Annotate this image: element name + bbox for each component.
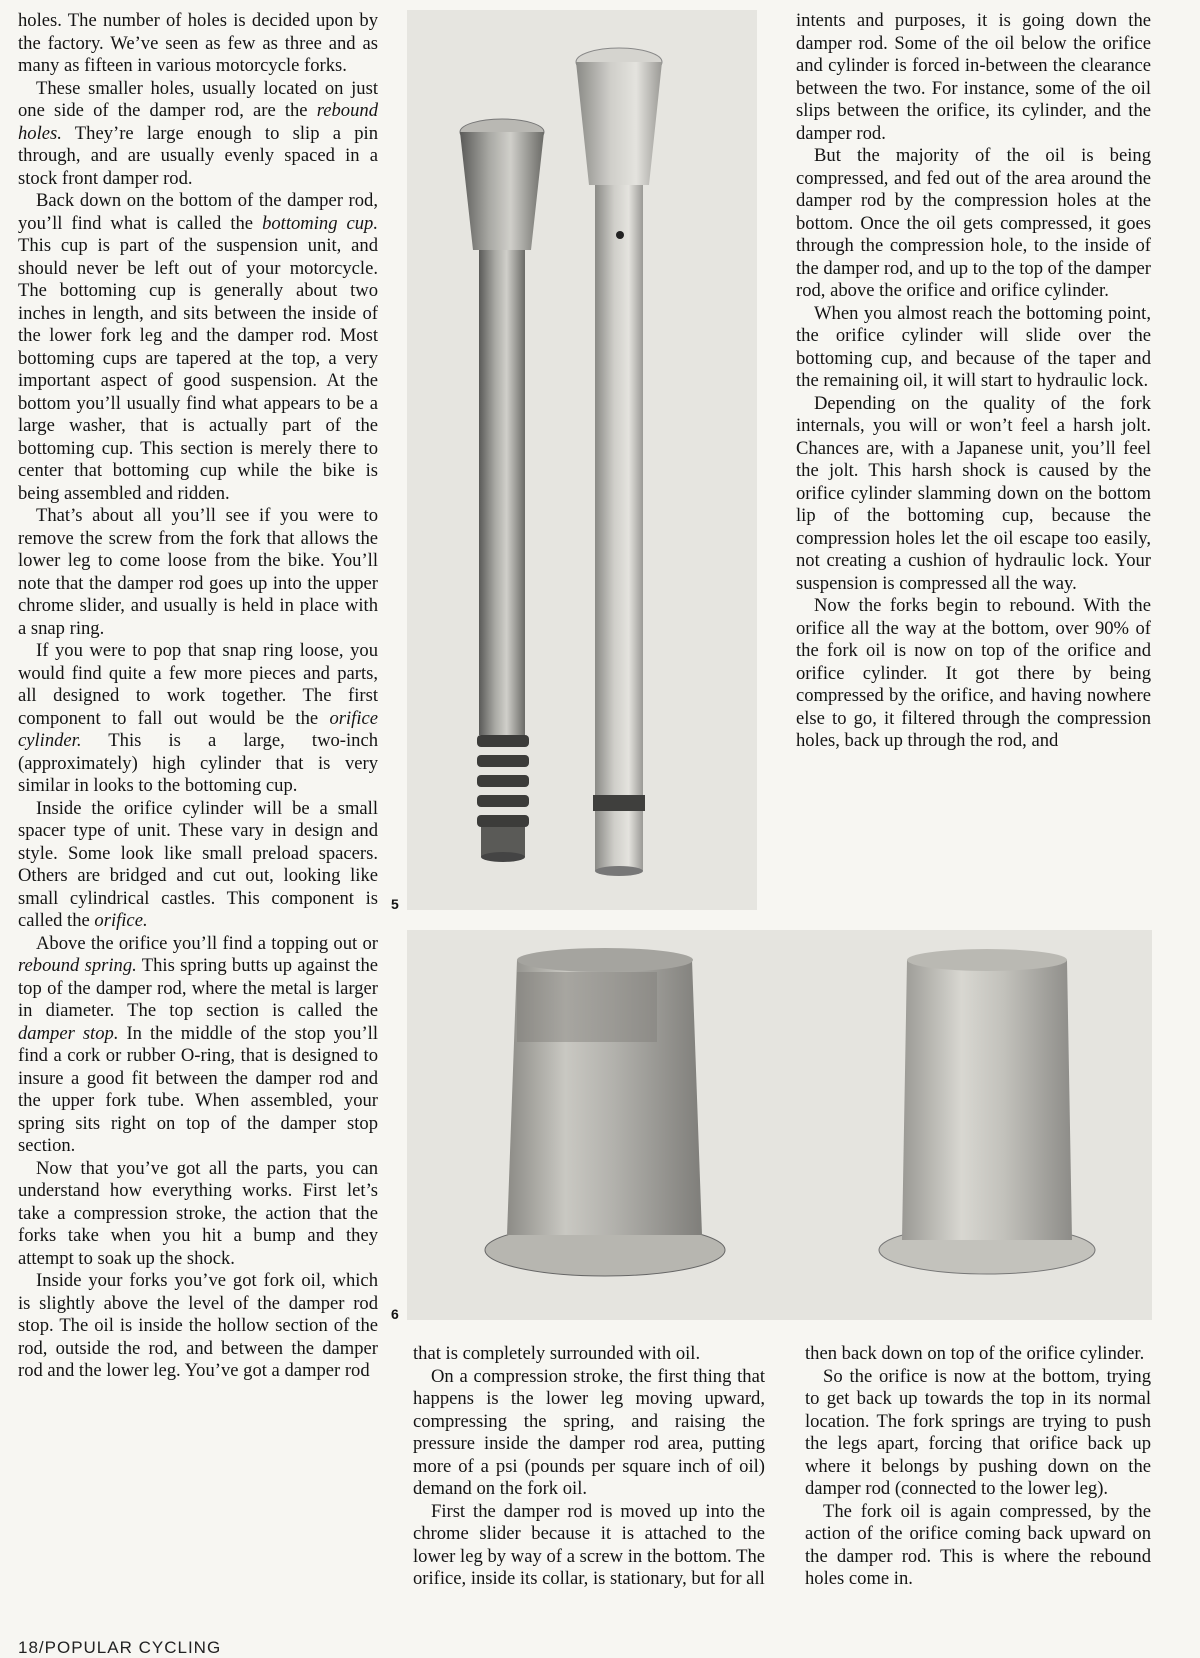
text-run: If you were to pop that snap ring loose, you would find quite a few more pieces and parts, all designed to work together. The first component to fall out would be the [18,640,378,729]
paragraph [18,505,378,640]
paragraph [796,595,1151,753]
paragraph [796,303,1151,393]
paragraph [18,1270,378,1383]
text-run: intents and purposes, it is going down the damper rod. Some of the oil below the orifice and cylinder is forced in-between the clearance between the two. For instance, some of the oil slips between the orifice, its cylinder, and the damper rod. [796,10,1151,144]
page-footer: 18/POPULAR CYCLING [18,1638,222,1657]
text-run: This is a large, two-inch (approximately) high cylinder that is very similar in looks to the bottoming cup. [18,730,378,796]
text-run: holes. The number of holes is decided upon by the factory. We’ve seen as few as three and as many as fifteen in various motorcycle forks. [18,10,378,76]
italic-term: rebound spring. [18,955,137,976]
paragraph [18,1158,378,1271]
text-run: That’s about all you’ll see if you were to remove the screw from the fork that allows the lower leg to come loose from the bike. You’ll note that the damper rod goes up into the upper chrome slider, and usually is held in place with a snap ring. [18,505,378,639]
paragraph [805,1343,1151,1366]
text-run: They’re large enough to slip a pin through, and are usually evenly spaced in a stock front damper rod. [18,122,378,189]
paragraph [805,1501,1151,1591]
paragraph [18,798,378,933]
paragraph [18,640,378,798]
paragraph [413,1366,765,1501]
article-column-middle-bottom [413,1343,765,1591]
text-run: Inside the orifice cylinder will be a small spacer type of unit. These vary in design and style. Some look like small preload spacers. Others are bridged and cut out, looking like small cylindrical castles. This component is called the [18,797,378,931]
text-run: This spring butts up against the top of the damper rod, where the metal is larger in diameter. The top section is called the [18,955,379,1021]
paragraph [18,78,378,191]
paragraph [796,145,1151,303]
text-run: The fork oil is again compressed, by the action of the orifice coming back upward on the damper rod. This is where the rebound holes come in. [805,1500,1151,1589]
text-run: In the middle of the stop you’ll find a cork or rubber O-ring, that is designed to insure a good fit between the damper rod and the upper fork tube. When assembled, your spring sits right on top of the damper stop section. [18,1022,378,1156]
article-column-left [18,10,378,1383]
figure-number-6: 6 [391,1306,399,1322]
paragraph [18,190,378,505]
italic-term: orifice cylinder. [18,707,378,751]
text-run: First the damper rod is moved up into the chrome slider because it is attached to the lower leg by way of a screw in the bottom. The orifice, inside its collar, is stationary, but for all [413,1500,765,1589]
text-run: Now that you’ve got all the parts, you can understand how everything works. First let’s take a compression stroke, the action that the forks take when you hit a bump and they attempt to soak up the shock. [18,1157,378,1269]
italic-term: orifice. [94,910,148,931]
paragraph [18,10,378,78]
article-column-right [796,10,1151,753]
text-run: Now the forks begin to rebound. With the orifice all the way at the bottom, over 90% of the fork oil is now on top of the orifice and orifice cylinder. It got there by being compressed by the orifice, and having nowhere else to go, it filtered through the compression holes, back up through the rod, and [796,595,1151,751]
text-run: On a compression stroke, the first thing that happens is the lower leg moving upward, compressing the spring, and raising the pressure inside the damper rod area, putting more of a psi (pounds per square inch of oil) demand on the fork oil. [413,1365,765,1499]
text-run: then back down on top of the orifice cylinder. [805,1343,1145,1364]
paragraph [796,393,1151,596]
text-run: When you almost reach the bottoming point, the orifice cylinder will slide over the bottoming cup, and because of the taper and the remaining oil, it will start to hydraulic lock. [796,302,1151,391]
text-run: Depending on the quality of the fork internals, you will or won’t feel a harsh jolt. Chances are, with a Japanese unit, you’ll feel the jolt. This harsh shock is caused by the orifice cylinder slamming down on the bottom lip of the bottoming cup, because the compression holes let the oil escape too easily, not creating a cushion of hydraulic lock. Your suspension is compressed all the way. [796,392,1151,594]
paragraph [796,10,1151,145]
italic-term: damper stop. [18,1022,119,1044]
text-run: Back down on the bottom of the damper rod, you’ll find what is called the [18,190,378,234]
italic-term: bottoming cup. [262,212,378,234]
damper-rods-photo [407,10,757,910]
text-run: This cup is part of the suspension unit, and should never be left out of your motorcycle. The bottoming cup is generally about two inches in length, and sits between the inside of the lower fork leg and the damper rod. Most bottoming cups are tapered at the top, a very important aspect of good suspension. At the bottom you’ll usually find what appears to be a large washer, that is actually part of the bottoming cup. This section is merely there to center that bottoming cup while the bike is being assembled and ridden. [18,235,378,504]
text-run: But the majority of the oil is being compressed, and fed out of the area around the damper rod by the compression holes at the bottom. Once the oil gets compressed, it goes through the compression hole, to the inside of the damper rod, and up to the top of the damper rod, above the orifice and orifice cylinder. [796,145,1151,301]
paragraph [413,1501,765,1591]
text-run: These smaller holes, usually located on just one side of the damper rod, are the [18,77,378,121]
figure-number-5: 5 [391,896,399,912]
text-run: So the orifice is now at the bottom, trying to get back up towards the top in its normal location. The fork springs are trying to push the legs apart, forcing that orifice back up where it belongs by pushing down on the damper rod (connected to the lower leg). [805,1365,1151,1499]
orifice-cylinders-illustration [407,930,1152,1320]
orifice-cylinders-photo [407,930,1152,1320]
text-run: that is completely surrounded with oil. [413,1343,701,1364]
article-column-right-bottom [805,1343,1151,1591]
paragraph [413,1343,765,1366]
text-run: Above the orifice you’ll find a topping out or [36,932,378,954]
damper-rods-illustration [407,10,757,910]
text-run: Inside your forks you’ve got fork oil, which is slightly above the level of the damper rod stop. The oil is inside the hollow section of the rod, outside the rod, and between the damper rod and the lower leg. You’ve got a damper rod [18,1270,378,1381]
paragraph [18,933,378,1158]
italic-term: rebound holes. [18,100,378,144]
paragraph [805,1366,1151,1501]
